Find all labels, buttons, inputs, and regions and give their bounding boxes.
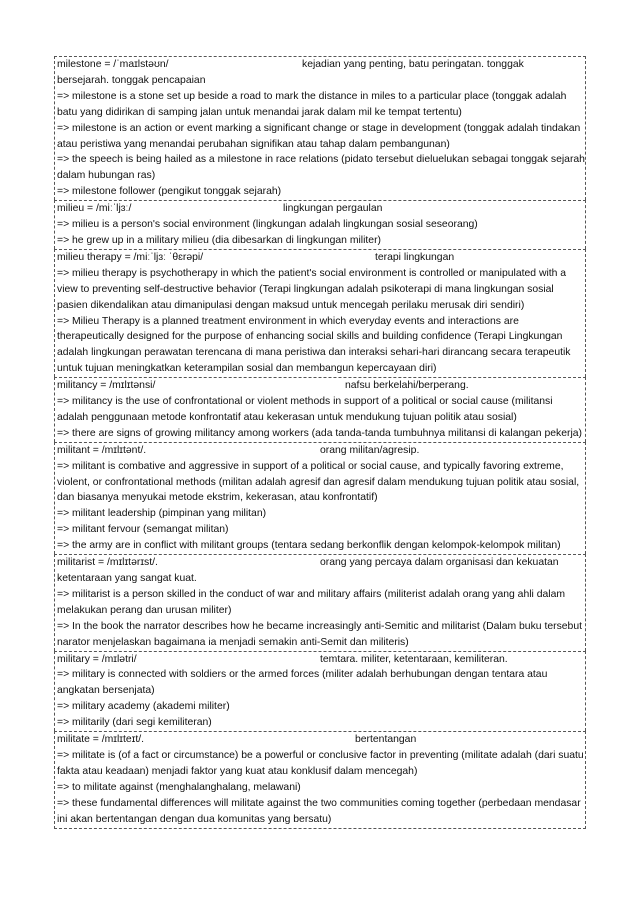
entry-headword: milieu therapy = /miːˈljɜː ˈθɛrəpi/ (57, 251, 204, 263)
entry-headword: militant = /mɪlɪtənt/. (57, 444, 147, 456)
dictionary-entry (54, 731, 586, 828)
entry-example: => these fundamental differences will militate against the two communities coming together (perbedaan mendasar ini akan bertentangan dengan dua komunitas yang bersatu) (57, 797, 581, 825)
entry-example: => militarily (dari segi kemiliteran) (57, 717, 212, 729)
entry-headword-line (57, 732, 585, 748)
entry-translation: terapi lingkungan (375, 251, 455, 263)
dictionary-entry (54, 442, 586, 554)
entry-example: => he grew up in a military milieu (dia dibesarkan di lingkungan militer) (57, 234, 381, 246)
entry-translation-continued: bersejarah. tonggak pencapaian (57, 74, 206, 86)
entry-example: => milestone is an action or event marking a significant change or stage in development (tonggak adalah tindakan atau peristiwa yang menandai perubahan signifikan atau tahap dalam pembangunan) (57, 122, 581, 150)
entry-translation: kejadian yang penting, batu peringatan. tonggak (302, 59, 524, 70)
entry-translation: nafsu berkelahi/berperang. (345, 380, 469, 392)
entry-headword-line (57, 57, 585, 73)
entry-example: => milieu is a person's social environment (lingkungan adalah lingkungan sosial seseorang) (57, 219, 478, 231)
dictionary-entry (54, 554, 586, 650)
entry-example: => milestone is a stone set up beside a road to mark the distance in miles to a particular place (tonggak adalah batu yang didirikan di samping jalan untuk menandai jarak dalam mil ke tempat tertentu) (57, 90, 567, 118)
dictionary-entry (54, 651, 586, 732)
entry-headword-line (57, 201, 585, 217)
entry-example: => milieu therapy is psychotherapy in which the patient's social environment is controlled or manipulated with a view to preventing self-destructive behavior (Terapi lingkungan adalah psikoterapi di mana lingkungan sosial pasien dikendalikan atau dimanipulasi dengan maksud untuk mencegah perilaku merusak diri sendiri) (57, 267, 567, 311)
entry-headword: militarist = /mɪlɪtərɪst/. (57, 557, 158, 569)
entry-translation: lingkungan pergaulan (283, 203, 383, 215)
dictionary-entry (54, 200, 586, 249)
entry-headword: milestone = /ˈmaɪlstəʊn/ (57, 59, 169, 70)
entry-headword-line (57, 555, 585, 571)
entry-example: => military academy (akademi militer) (57, 701, 230, 713)
entry-headword-line (57, 652, 585, 668)
dictionary-entry (54, 56, 586, 200)
entry-example: => to militate against (menghalanghalang, melawani) (57, 781, 301, 793)
entry-headword-line (57, 378, 585, 394)
entry-example: => military is connected with soldiers or the armed forces (militer adalah berhubungan dengan tentara atau angkatan bersenjata) (57, 669, 548, 697)
dictionary-entry (54, 377, 586, 442)
entry-example: => militate is (of a fact or circumstance) be a powerful or conclusive factor in preventing (militate adalah (dari suatu fakta atau keadaan) menjadi faktor yang kuat atau konklusif dalam mencegah) (57, 749, 584, 777)
entry-translation: bertentangan (355, 734, 417, 746)
entry-example: => the army are in conflict with militant groups (tentara sedang berkonflik dengan kelompok-kelompok militan) (57, 540, 561, 552)
entry-example: => militant leadership (pimpinan yang militan) (57, 508, 267, 520)
entry-example: => the speech is being hailed as a milestone in race relations (pidato tersebut dieluelukan sebagai tonggak sejarah dalam hubungan ras) (57, 154, 585, 182)
entry-headword-line (57, 443, 585, 459)
entry-example: => there are signs of growing militancy among workers (ada tanda-tanda tumbuhnya militansi di kalangan pekerja) (57, 427, 583, 439)
entry-example: => milestone follower (pengikut tonggak sejarah) (57, 186, 282, 198)
entry-example: => Milieu Therapy is a planned treatment environment in which everyday events and interactions are therapeutically designed for the purpose of enhancing social skills and building confidence (Terapi Lingkungan adalah lingkungan perawatan terencana di mana peristiwa dan interaksi sehari-hari dirancang secara terapeutik untuk tujuan meningkatkan keterampilan sosial dan membangun kepercayaan diri) (57, 315, 571, 375)
dictionary-sheet (54, 56, 586, 829)
entry-headword-line (57, 250, 585, 266)
entry-example: => militarist is a person skilled in the conduct of war and military affairs (militerist adalah orang yang ahli dalam melakukan perang dan urusan militer) (57, 588, 566, 616)
entry-headword: militate = /mɪlɪteɪt/. (57, 734, 145, 746)
entry-example: => militant is combative and aggressive in support of a political or social cause, and typically favoring extreme, violent, or confrontational methods (militan adalah agresif dan agresif dalam mendukung tujuan politik atau sosial, dan biasanya menyukai metode ekstrim, kekerasan, atau konfrontatif) (57, 460, 580, 504)
dictionary-entry (54, 249, 586, 377)
entry-headword: militancy = /mɪlɪtənsi/ (57, 380, 156, 392)
entry-example: => In the book the narrator describes how he became increasingly anti-Semitic and militarist (Dalam buku tersebut narator menjelaskan bagaimana ia menjadi semakin anti-Semit dan militeris) (57, 620, 582, 648)
entry-headword: military = /mɪlətri/ (57, 653, 137, 665)
entry-example: => militancy is the use of confrontational or violent methods in support of a political or social cause (militansi adalah penggunaan metode konfrontatif atau kekerasan untuk mendukung tujuan politik atau sosial) (57, 396, 553, 423)
entry-translation-continued: ketentaraan yang sangat kuat. (57, 573, 197, 584)
entry-translation: orang militan/agresip. (320, 444, 420, 456)
entry-example: => militant fervour (semangat militan) (57, 524, 229, 536)
entry-translation: orang yang percaya dalam organisasi dan kekuatan (320, 557, 559, 569)
entry-translation: temtara. militer, ketentaraan, kemiliteran. (320, 653, 508, 665)
entry-headword: milieu = /miːˈljɜː/ (57, 203, 132, 215)
